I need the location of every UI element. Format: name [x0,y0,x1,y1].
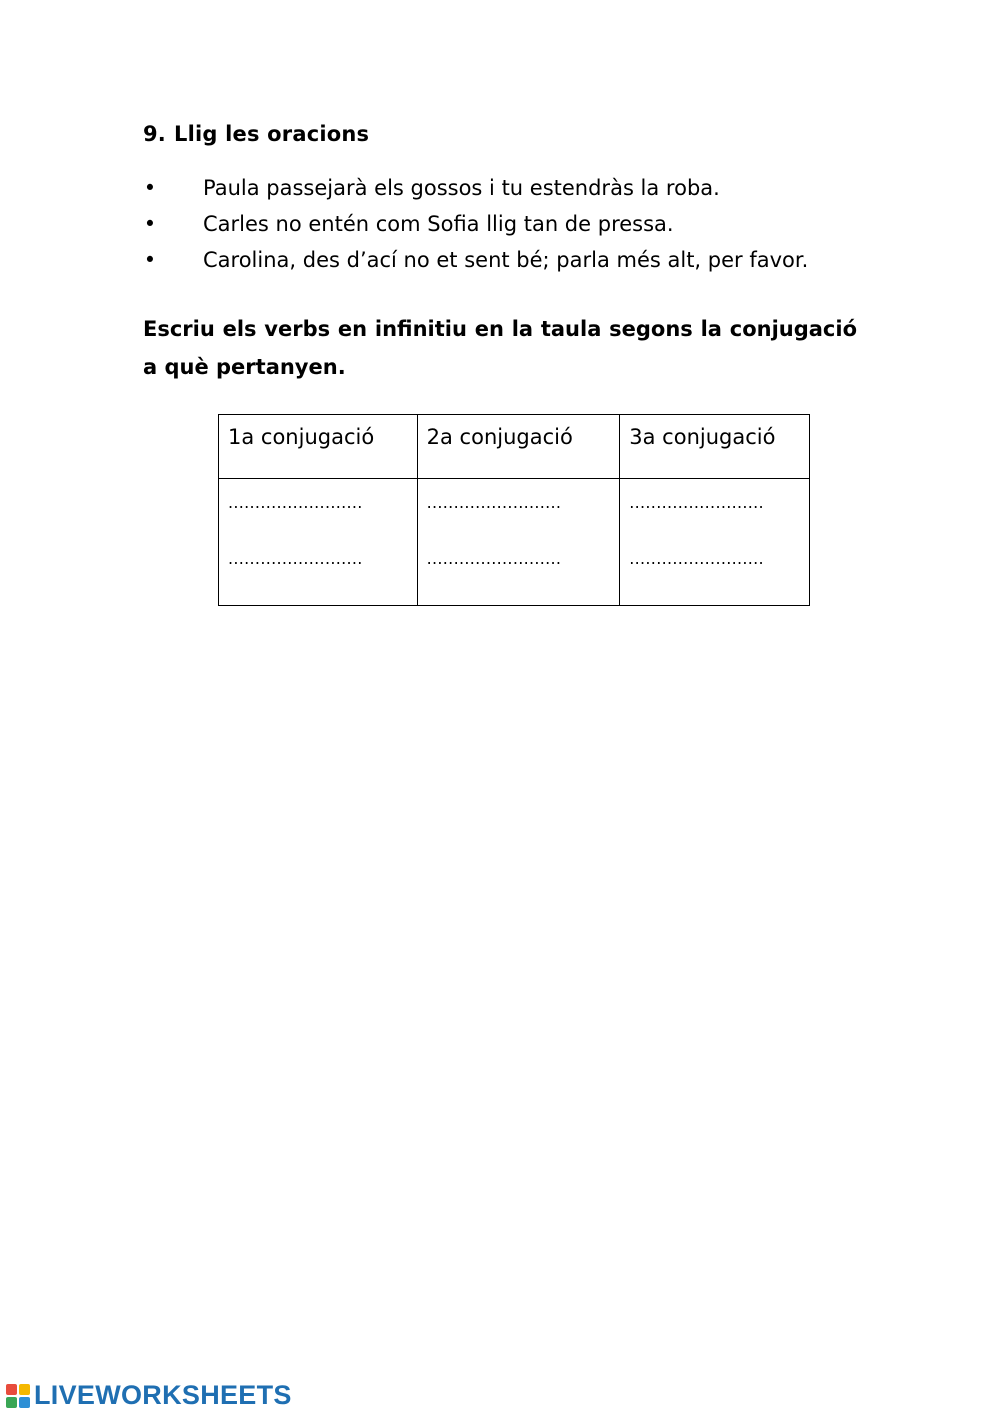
exercise-title: Llig les oracions [174,122,370,146]
bullet: • [143,176,157,200]
answer-blank[interactable]: ......................... [228,549,363,568]
answer-blank[interactable]: ......................... [629,493,764,512]
bullet: • [143,212,157,236]
answer-cell-2a [417,479,620,606]
conjugation-table [218,414,810,606]
column-header-2a: 2a conjugació [417,415,620,479]
answer-cell-1a [219,479,418,606]
exercise-heading [143,122,369,146]
answer-blank[interactable]: ......................... [426,549,562,568]
table-row [219,479,810,606]
exercise-number: 9. [143,122,166,146]
bullet: • [143,248,157,272]
column-header-1a: 1a conjugació [219,415,418,479]
answer-blank[interactable]: ......................... [228,493,363,512]
answer-blank[interactable]: ......................... [426,493,562,512]
sentence-text: Paula passejarà els gossos i tu estendràs la roba. [203,176,720,200]
answer-blank[interactable]: ......................... [629,549,764,568]
footer-logo[interactable] [6,1380,292,1411]
sentence-text: Carles no entén com Sofia llig tan de pressa. [203,212,674,236]
liveworksheets-logo-icon [6,1384,30,1408]
sentence-text: Carolina, des d’ací no et sent bé; parla més alt, per favor. [203,248,809,272]
instruction-text: Escriu els verbs en infinitiu en la taula segons la conjugació a què pertanyen. [143,317,857,379]
answer-cell-3a [620,479,810,606]
column-header-3a: 3a conjugació [620,415,810,479]
brand-name: LIVEWORKSHEETS [34,1380,292,1410]
table-header-row [219,415,810,479]
